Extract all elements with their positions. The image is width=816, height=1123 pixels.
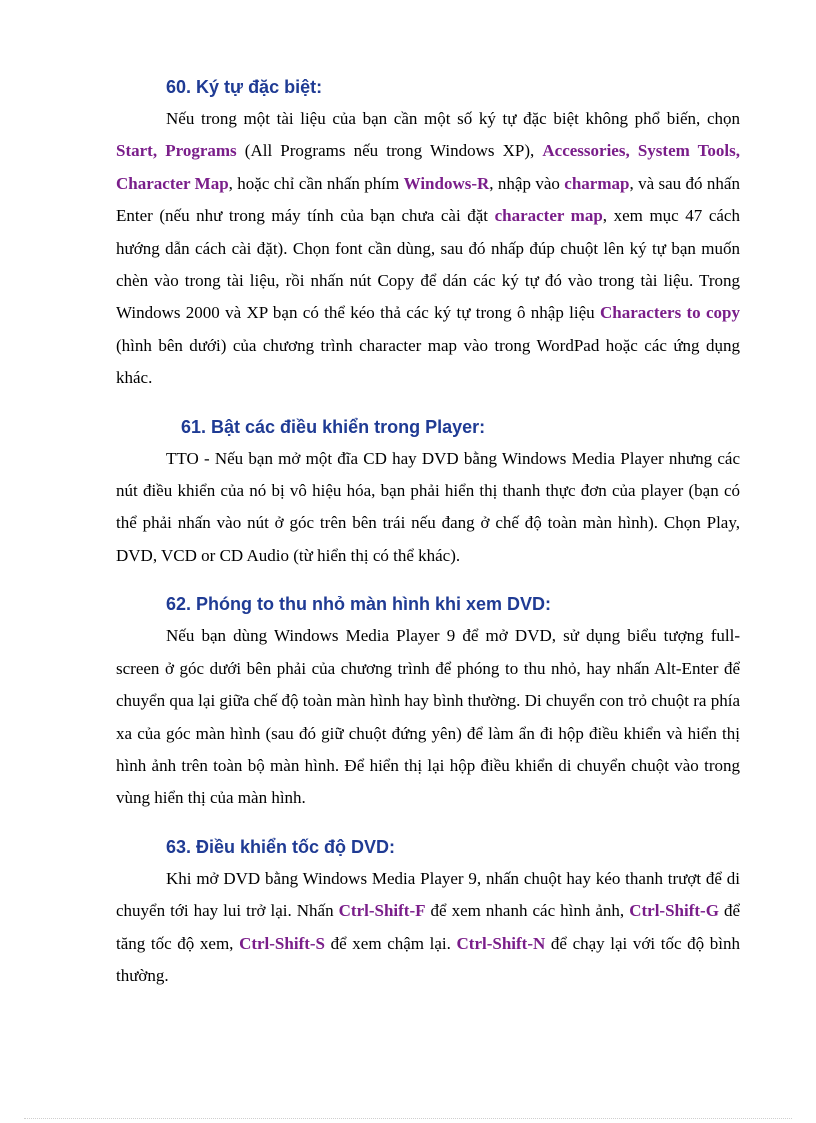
section-heading: 61. Bật các điều khiển trong Player:	[181, 416, 486, 437]
section-paragraph: TTO - Nếu bạn mở một đĩa CD hay DVD bằng Windows Media Player nhưng các nút điều khiển của nó bị vô hiệu hóa, bạn phải hiển thị thanh thực đơn của player (bạn có thể phải nhấn vào nút ở góc trên bên trái nếu đang ở chế độ toàn màn hình). Chọn Play, DVD, VCD or CD Audio (từ hiển thị có thể khác).	[116, 448, 740, 565]
highlight-term: Characters to copy	[600, 303, 741, 323]
section-61	[116, 412, 740, 573]
section-63	[116, 832, 740, 993]
section-spacer	[116, 395, 740, 412]
section-heading: 60. Ký tự đặc biệt:	[166, 77, 323, 97]
section-heading: 63. Điều khiển tốc độ DVD:	[166, 836, 396, 857]
document-body	[116, 72, 740, 992]
page-footer-rule	[24, 1118, 792, 1119]
section-heading: 62. Phóng to thu nhỏ màn hình khi xem DVD:	[166, 594, 552, 615]
highlight-term: Ctrl-Shift-F	[338, 901, 426, 921]
section-spacer	[116, 815, 740, 832]
section-paragraph: Khi mở DVD bằng Windows Media Player 9, nhấn chuột hay kéo thanh trượt để di chuyển tới hay lui trở lại. Nhấn Ctrl-Shift-F để xem nhanh các hình ảnh, Ctrl-Shift-G để tăng tốc độ xem, Ctrl-Shift-S để xem chậm lại. Ctrl-Shift-N để chạy lại với tốc độ bình thường.	[116, 868, 741, 985]
section-spacer	[116, 572, 740, 589]
section-paragraph: Nếu trong một tài liệu của bạn cần một số ký tự đặc biệt không phổ biến, chọn Start, Programs (All Programs nếu trong Windows XP), Accessories, System Tools, Character Map, hoặc chỉ cần nhấn phím Windows-R, nhập vào charmap, và sau đó nhấn Enter (nếu như trong máy tính của bạn chưa cài đặt character map, xem mục 47 cách hướng dẫn cách cài đặt). Chọn font cần dùng, sau đó nhấp đúp chuột lên ký tự bạn muốn chèn vào trong tài liệu, rồi nhấn nút Copy để dán các ký tự đó vào trong tài liệu. Trong Windows 2000 và XP bạn có thể kéo thả các ký tự trong ô nhập liệu Characters to copy (hình bên dưới) của chương trình character map vào trong WordPad hoặc các ứng dụng khác.	[116, 109, 741, 388]
highlight-term: Ctrl-Shift-S	[239, 933, 326, 953]
section-paragraph: Nếu bạn dùng Windows Media Player 9 để mở DVD, sử dụng biểu tượng full-screen ở góc dưới bên phải của chương trình để phóng to thu nhỏ, hay nhấn Alt-Enter để chuyển qua lại giữa chế độ toàn màn hình hay bình thường. Di chuyển con trỏ chuột ra phía xa của góc màn hình (sau đó giữ chuột đứng yên) để làm ẩn đi hộp điều khiển và hiển thị hình ảnh trên toàn bộ màn hình. Để hiển thị lại hộp điều khiển di chuyển chuột vào trong vùng hiển thị của màn hình.	[116, 626, 740, 808]
highlight-term: charmap	[564, 173, 630, 193]
highlight-term: Ctrl-Shift-N	[456, 933, 546, 953]
section-60	[116, 72, 740, 395]
highlight-term: Start, Programs	[116, 141, 237, 161]
highlight-term: Ctrl-Shift-G	[629, 901, 719, 921]
highlight-term: character map	[494, 206, 603, 226]
highlight-term: Windows-R	[403, 173, 490, 193]
section-62	[116, 589, 740, 814]
highlight-term: Accessories, System Tools, Character Map	[116, 141, 740, 193]
